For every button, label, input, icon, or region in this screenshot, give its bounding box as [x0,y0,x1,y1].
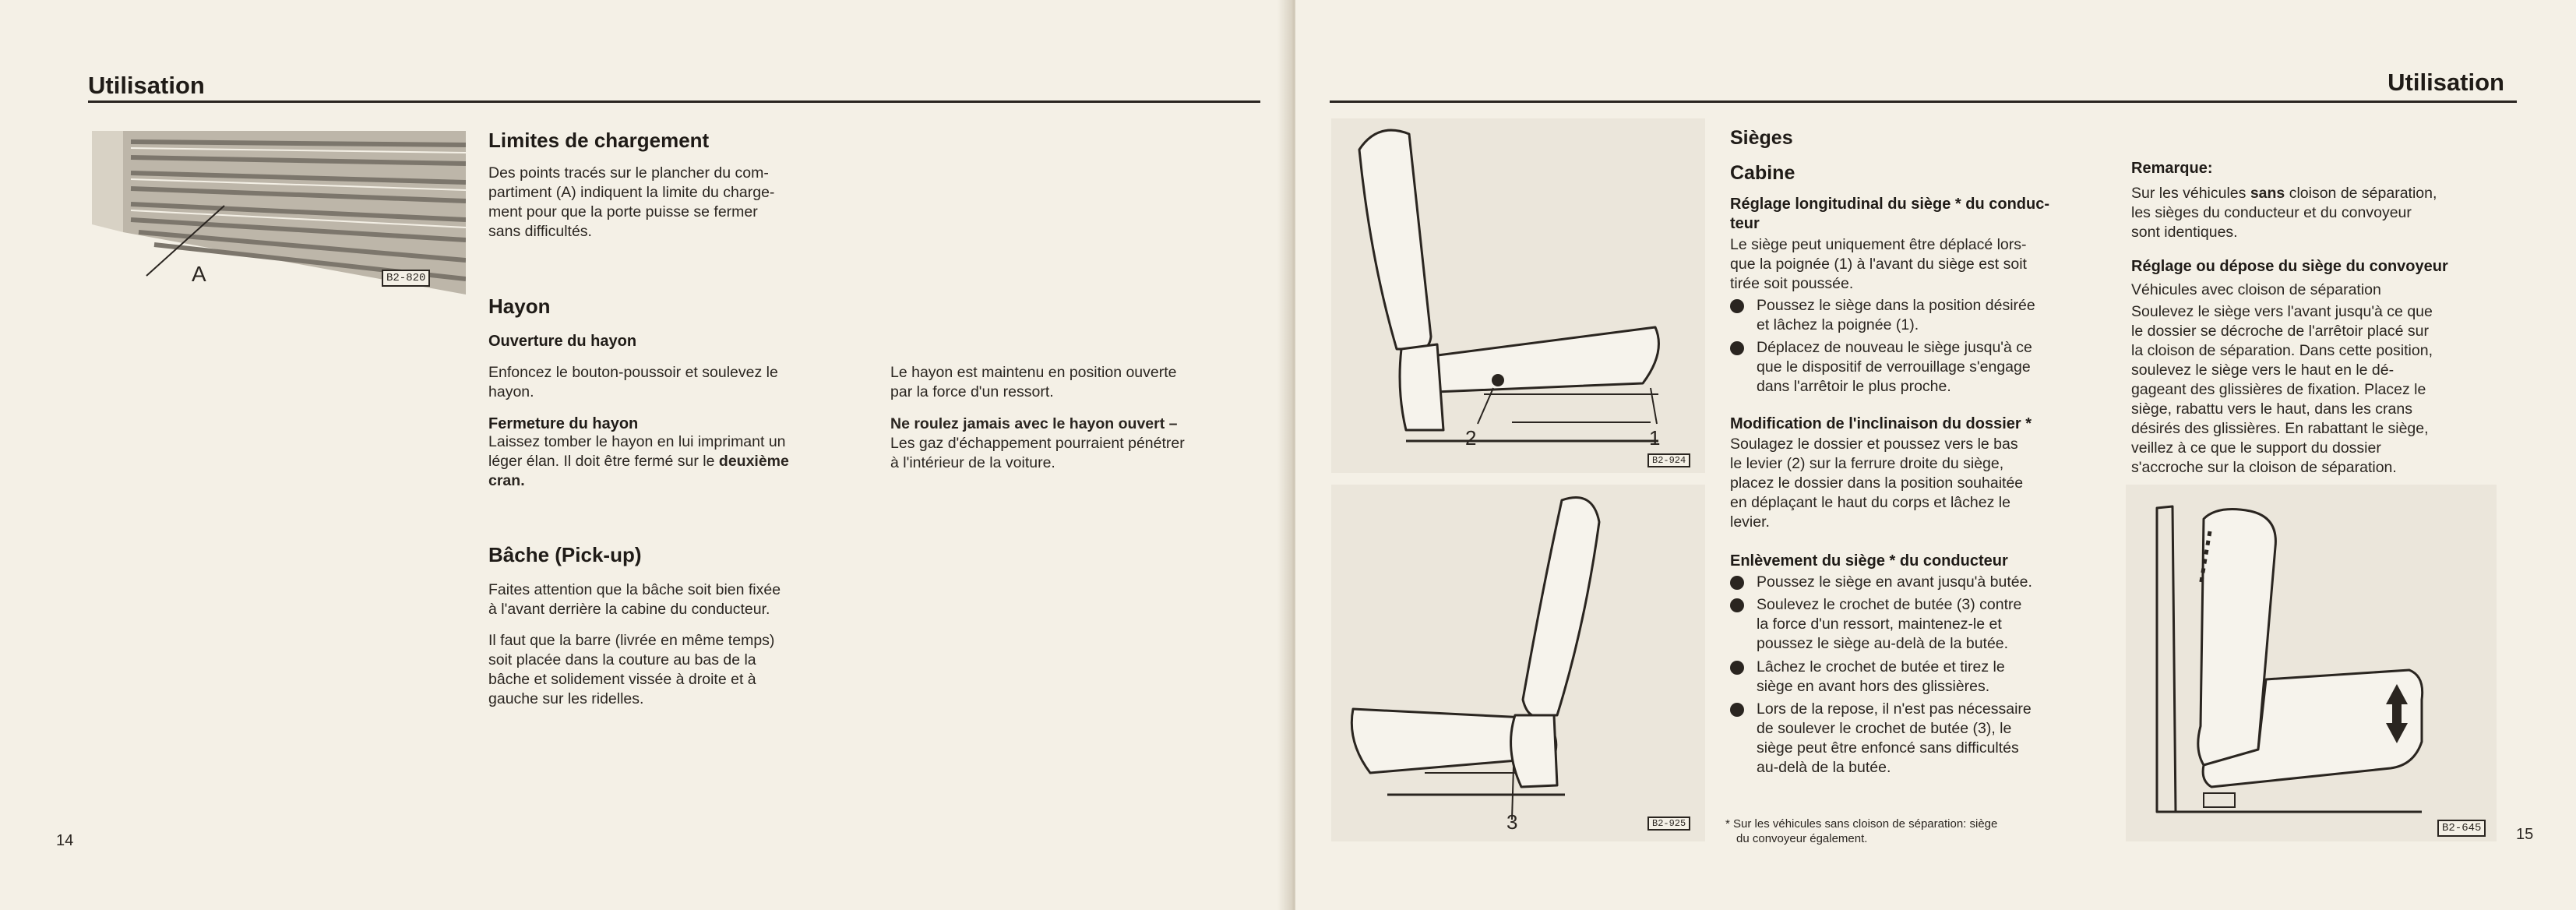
section-title-cabine: Cabine [1730,162,1795,184]
bullet-enlevement-1: Poussez le siège en avant jusqu'à butée. [1730,573,2032,592]
paragraph-maintenu: Le hayon est maintenu en position ouverte par la force d'un ressort. [890,364,1177,400]
header-rule-right [1330,101,2517,103]
section-title-hayon: Hayon [488,295,551,318]
page-header-right: Utilisation [2387,69,2504,96]
paragraph-remarque: Sur les véhicules sans cloison de séparation, les sièges du conducteur et du convoyeur sont identiques. [2131,185,2437,241]
paragraph-ouverture: Enfoncez le bouton-poussoir et soulevez le hayon. [488,364,778,400]
page-number-right: 15 [2516,826,2534,843]
seat-drawing-3 [2126,485,2497,841]
subtitle-reglage-longitudinal: Réglage longitudinal du siège * du conduc- teur [1730,196,2050,232]
section-title-limites: Limites de chargement [488,129,710,152]
right-page [1295,0,2576,910]
seat-drawing-1 [1331,118,1705,473]
figure-code-b2-645: B2-645 [2437,820,2486,837]
figure-label-a: A [192,262,206,286]
paragraph-fermeture: Laissez tomber le hayon en lui imprimant un léger élan. Il doit être fermé sur le deuxième cran. [488,433,789,489]
subtitle-ouverture: Ouverture du hayon [488,333,637,350]
paragraph-reglage: Le siège peut uniquement être déplacé lors- que la poignée (1) à l'avant du siège est soit tirée soit poussée. [1730,236,2027,292]
section-title-bache: Bâche (Pick-up) [488,543,642,566]
page-number-left: 14 [56,832,74,849]
page-header-left: Utilisation [88,72,205,99]
paragraph-inclinaison: Soulagez le dossier et poussez vers le bas le levier (2) sur la ferrure droite du siège, placez le dossier dans la position souhaitée en déplaçant le haut du corps et lâchez le levier. [1730,436,2024,531]
bullet-enlevement-3: Lâchez le crochet de butée et tirez le siège en avant hors des glissières. [1730,658,2005,697]
figure-label-1: 1 [1649,426,1661,450]
subtitle-remarque: Remarque: [2131,160,2213,177]
figure-label-2: 2 [1465,426,1477,450]
bullet-reglage-1: Poussez le siège dans la position désirée et lâchez la poignée (1). [1730,296,2035,335]
section-title-sieges: Sièges [1730,127,1793,149]
figure-code-b2-924: B2-924 [1647,453,1690,467]
subtitle-enlevement: Enlèvement du siège * du conducteur [1730,552,2008,570]
subtitle-vehicules-cloison: Véhicules avec cloison de séparation [2131,281,2381,298]
paragraph-warning: Ne roulez jamais avec le hayon ouvert – Les gaz d'échappement pourraient pénétrer à l'intérieur de la voiture. [890,415,1185,471]
cargo-floor-figure [92,131,466,302]
seat-figure-1 [1331,118,1705,473]
figure-label-3: 3 [1506,810,1518,834]
paragraph-bache-1: Faites attention que la bâche soit bien fixée à l'avant derrière la cabine du conducteur. [488,581,781,618]
seat-figure-3 [2126,485,2497,841]
paragraph-bache-2: Il faut que la barre (livrée en même temps) soit placée dans la couture au bas de la bâche et solidement vissée à droite et à gauche sur les ridelles. [488,632,775,707]
bullet-reglage-2: Déplacez de nouveau le siège jusqu'à ce que le dispositif de verrouillage s'engage dans l'arrêtoir le plus proche. [1730,338,2032,397]
subtitle-inclinaison: Modification de l'inclinaison du dossier * [1730,415,2032,432]
bullet-enlevement-2: Soulevez le crochet de butée (3) contre la force d'un ressort, maintenez-le et poussez le siège au-delà de la butée. [1730,595,2021,654]
header-rule-left [88,101,1260,103]
subtitle-fermeture: Fermeture du hayon [488,415,639,432]
seat-figure-2 [1331,485,1705,841]
figure-code-b2-820: B2-820 [382,270,430,287]
subtitle-depose: Réglage ou dépose du siège du convoyeur [2131,258,2448,275]
paragraph-depose: Soulevez le siège vers l'avant jusqu'à ce que le dossier se décroche de l'arrêtoir placé sur la cloison de séparation. Dans cette position, soulevez le siège vers le haut en le dé- gageant des glissières de fixation. Placez le siège, rabattu vers le haut, dans les crans désirés des glissières. En rabattant le siège, veillez à ce que le support du dossier s'accroche sur la cloison de séparation. [2131,303,2433,476]
bullet-enlevement-4: Lors de la repose, il n'est pas nécessaire de soulever le crochet de butée (3), le siège peut être enfoncé sans difficultés au-delà de la butée. [1730,700,2032,778]
paragraph-limites: Des points tracés sur le plancher du com- partiment (A) indiquent la limite du charge- ment pour que la porte puisse se fermer sans difficultés. [488,164,775,240]
figure-code-b2-925: B2-925 [1647,817,1690,831]
footnote: * Sur les véhicules sans cloison de séparation: siège du convoyeur également. [1725,817,1998,845]
seat-drawing-2 [1331,485,1705,841]
